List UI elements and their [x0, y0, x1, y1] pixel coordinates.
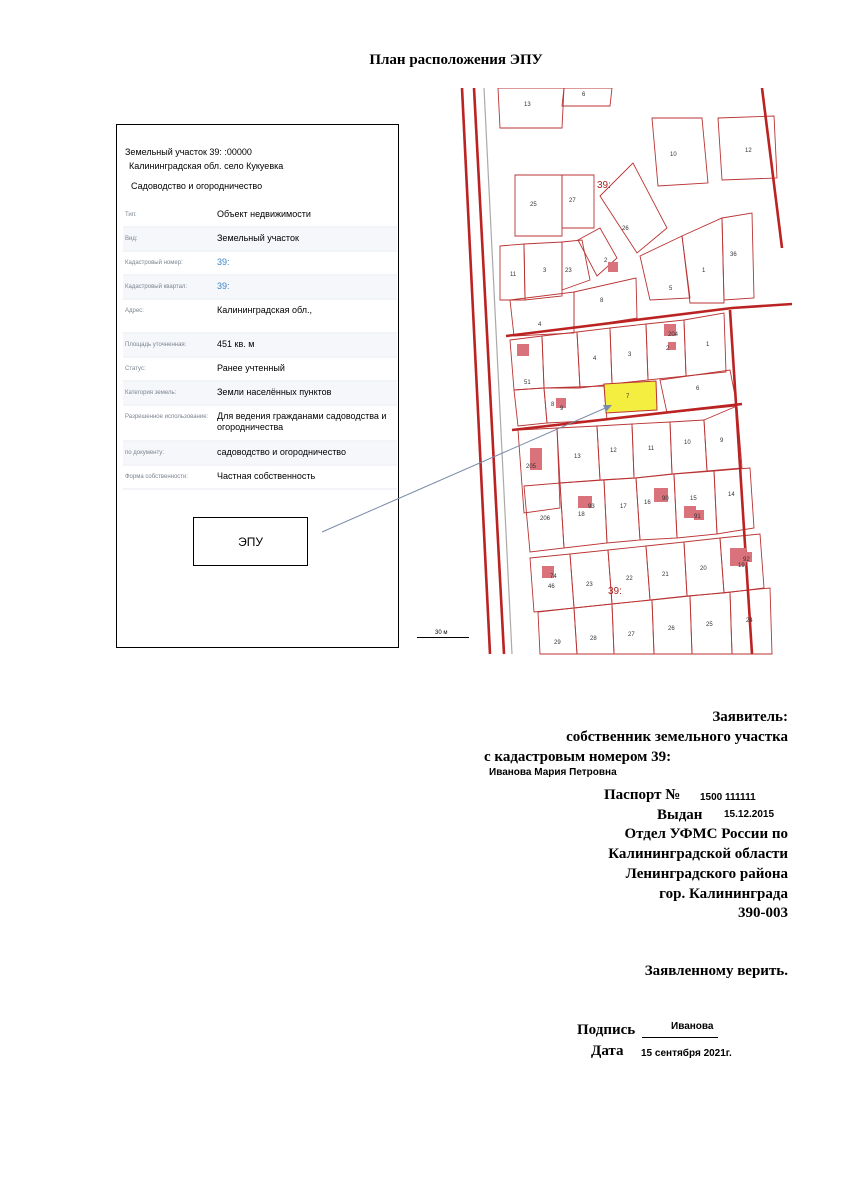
attr-value: Для ведения гражданами садоводства и огородничества — [217, 411, 387, 432]
applicant-line1: собственник земельного участка — [566, 729, 788, 745]
plot-number: 8 — [551, 402, 555, 408]
attr-key: Площадь уточненная: — [125, 342, 187, 348]
attr-key: Кадастровый номер: — [125, 260, 183, 266]
plot-number: 29 — [554, 640, 561, 646]
page-title: План расположения ЭПУ — [369, 52, 543, 68]
attr-key: Адрес: — [125, 308, 144, 314]
purpose-line: Садоводство и огородничество — [131, 181, 263, 191]
plot-number: 1 — [702, 268, 706, 274]
applicant-line2: с кадастровым номером 39: — [484, 749, 672, 765]
plot-number: 12 — [745, 148, 752, 154]
certify-text: Заявленному верить. — [644, 963, 788, 979]
date-value: 15 сентября 2021г. — [641, 1048, 732, 1059]
cadastral-line: Земельный участок 39: :00000 — [125, 147, 252, 157]
plot-number: 2 — [666, 346, 670, 352]
plot-number: 74 — [550, 574, 557, 580]
plot-number: 46 — [548, 584, 555, 590]
block-label: 39: — [597, 180, 611, 191]
plot-number: 11 — [510, 272, 517, 278]
attr-key: по документу: — [125, 450, 164, 456]
plot-number: 21 — [662, 572, 669, 578]
plot-number: 1 — [706, 342, 710, 348]
attr-key: Категория земель: — [125, 390, 177, 396]
attr-key: Вид: — [125, 236, 138, 242]
plot-number: 3 — [628, 352, 632, 358]
issued-value: 15.12.2015 — [724, 809, 775, 820]
arrow-line — [322, 406, 610, 532]
plot-number: 13 — [524, 102, 531, 108]
plot-number: 16 — [644, 500, 651, 506]
passport-value: 1500 111111 — [700, 792, 756, 803]
signature-value: Иванова — [671, 1021, 714, 1032]
plot-number: 15 — [690, 496, 697, 502]
signature-line — [642, 1037, 718, 1038]
epu-box: ЭПУ — [193, 517, 308, 566]
plot-number: 27 — [569, 198, 576, 204]
attr-value: Земли населённых пунктов — [217, 387, 332, 397]
plot-number: 25 — [530, 202, 537, 208]
attr-key: Разрешенное использование: — [125, 414, 209, 420]
plot-number: 10 — [684, 440, 691, 446]
attr-key: Кадастровый квартал: — [125, 284, 188, 290]
plot-number: 206 — [540, 516, 551, 522]
plot-number: 36 — [730, 252, 737, 258]
attr-value: Калининградская обл., — [217, 305, 313, 315]
plot-number: 93 — [588, 504, 595, 510]
plot-number: 27 — [628, 632, 635, 638]
plot-number: 19 — [738, 563, 745, 569]
attr-value: садоводство и огородничество — [217, 447, 346, 457]
applicant-name: Иванова Мария Петровна — [489, 767, 617, 778]
plot-number: 8 — [600, 298, 604, 304]
scale-label: 30 м — [435, 630, 448, 636]
plot-number: 26 — [668, 626, 675, 632]
plot-number: 23 — [565, 268, 572, 274]
attr-value: 451 кв. м — [217, 339, 255, 349]
passport-label: Паспорт № — [604, 787, 681, 803]
attr-value: 39: — [217, 257, 230, 267]
plot-number: 26 — [622, 226, 629, 232]
plot-number: 23 — [586, 582, 593, 588]
plot-number: 6 — [582, 92, 586, 98]
org-line3: Ленинградского района — [625, 866, 788, 882]
plot-number: 11 — [648, 446, 655, 452]
attr-value: Ранее учтенный — [217, 363, 285, 373]
plot-number: 4 — [593, 356, 597, 362]
plot-number: 10 — [670, 152, 677, 158]
plot-number: 204 — [668, 332, 679, 338]
org-line2: Калининградской области — [608, 846, 788, 862]
plot-number: 25 — [706, 622, 713, 628]
plot-number: 205 — [526, 464, 537, 470]
signature-label: Подпись — [577, 1022, 636, 1038]
plot-number: 9 — [720, 438, 724, 444]
plot-number: 12 — [610, 448, 617, 454]
attr-value: Частная собственность — [217, 471, 316, 481]
attr-key: Форма собственности: — [125, 474, 189, 480]
plot-number: 14 — [728, 492, 735, 498]
attr-value: Объект недвижимости — [217, 209, 311, 219]
plot-number: 3 — [543, 268, 547, 274]
attr-key: Тип: — [125, 212, 137, 218]
highlighted-plot-number: 7 — [626, 394, 630, 400]
plot-number: 91 — [694, 514, 701, 520]
plot-number: 28 — [590, 636, 597, 642]
plot-number: 51 — [524, 380, 531, 386]
plot-number: 18 — [578, 512, 585, 518]
plot-number: 6 — [696, 386, 700, 392]
attr-value: 39: — [217, 281, 230, 291]
plot-number: 24 — [746, 618, 753, 624]
plot-number: 17 — [620, 504, 627, 510]
attr-value: Земельный участок — [217, 233, 299, 243]
applicant-heading: Заявитель: — [712, 709, 788, 725]
org-line1: Отдел УФМС России по — [624, 826, 788, 842]
plot-number: 90 — [662, 496, 669, 502]
plot-number: 13 — [574, 454, 581, 460]
org-code: 390-003 — [738, 905, 788, 921]
issued-label: Выдан — [657, 807, 703, 823]
region-line: Калининградская обл. село Кукуевка — [129, 161, 284, 171]
plot-number: 5 — [669, 286, 673, 292]
plot-number: 2 — [604, 258, 608, 264]
plot-number: 4 — [538, 322, 542, 328]
plot-number: 22 — [626, 576, 633, 582]
plot-number: 9 — [560, 406, 564, 412]
org-line4: гор. Калининграда — [659, 886, 788, 902]
attr-key: Статус: — [125, 366, 146, 372]
block-label: 39: — [608, 586, 622, 597]
plot-number: 92 — [743, 557, 750, 563]
plot-number: 20 — [700, 566, 707, 572]
date-label: Дата — [591, 1043, 624, 1059]
